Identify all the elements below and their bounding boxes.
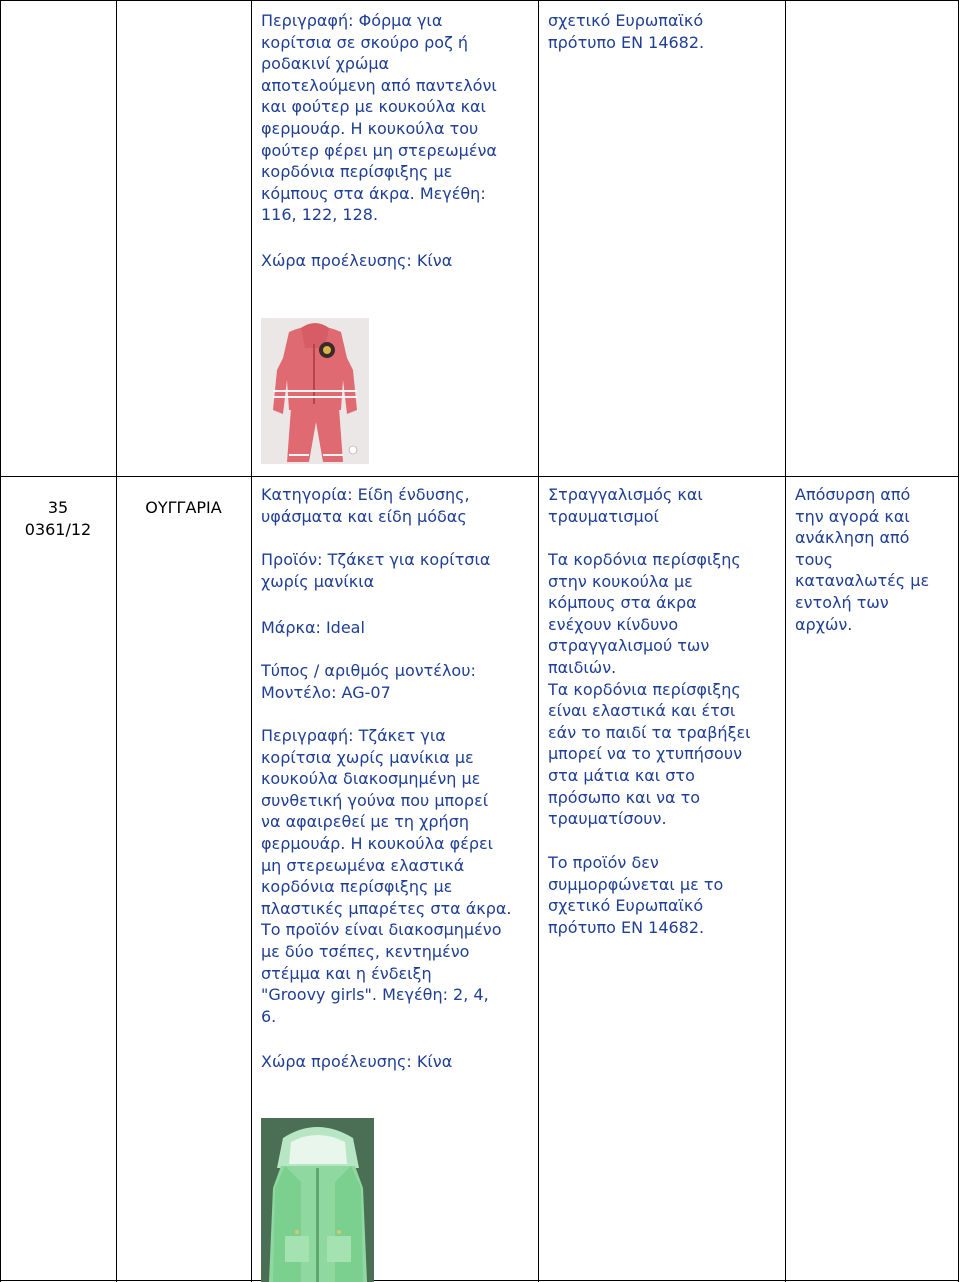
- row35-reference: 0361/12: [24, 520, 92, 539]
- row35-model: Τύπος / αριθμός μοντέλου: Μοντέλο: AG-07: [261, 661, 476, 702]
- vest-photo: [261, 1118, 374, 1282]
- row35-risk-type: Στραγγαλισμός και τραυματισμοί: [548, 485, 703, 526]
- row35-country: ΟΥΓΓΑΡΙΑ: [145, 498, 222, 517]
- tracksuit-photo: [261, 318, 369, 464]
- table-divider-4: [785, 0, 786, 1282]
- table-divider-2: [251, 0, 252, 1282]
- row35-measures: Απόσυρση από την αγορά και ανάκληση από τους καταναλωτές με εντολή των αρχών.: [795, 485, 930, 634]
- row34-standard: σχετικό Ευρωπαϊκό πρότυπο ΕΝ 14682.: [548, 11, 705, 52]
- table-divider-3: [538, 0, 539, 1282]
- row34-origin: Χώρα προέλευσης: Κίνα: [261, 251, 453, 270]
- row35-category: Κατηγορία: Είδη ένδυσης, υφάσματα και είδη μόδας: [261, 485, 470, 526]
- table-border-right: [958, 0, 959, 1282]
- row34-description: Περιγραφή: Φόρμα για κορίτσια σε σκούρο ροζ ή ροδακινί χρώμα αποτελούμενη από παντελόνι και φούτερ με κουκούλα και φερμουάρ. Η κουκούλα του φούτερ φέρει μη στερεωμένα κορδόνια περίσφιξης με κόμπους στα άκρα. Μεγέθη: 116, 122, 128.: [261, 11, 497, 225]
- row35-risk-description: Τα κορδόνια περίσφιξης στην κουκούλα με κόμπους στα άκρα ενέχουν κίνδυνο στραγγαλισμού των παιδιών. Τα κορδόνια περίσφιξης είναι ελαστικά και έτσι εάν το παιδί τα τραβήξει μπορεί να το χτυπήσουν στα μάτια και στο πρόσωπο και να το τραυματίσουν.: [548, 550, 751, 829]
- row35-number: 35: [47, 498, 69, 517]
- row35-description: Περιγραφή: Τζάκετ για κορίτσια χωρίς μανίκια με κουκούλα διακοσμημένη με συνθετική γούνα που μπορεί να αφαιρεθεί με τη χρήση φερμουάρ. Η κουκούλα φέρει μη στερεωμένα ελαστικά κορδόνια περίσφιξης με πλαστικές μπαρέτες στα άκρα. Το προϊόν είναι διακοσμημένο με δύο τσέπες, κεντημένο στέμμα και η ένδειξη "Groovy girls". Μεγέθη: 2, 4, 6.: [261, 726, 512, 1026]
- table-divider-1: [116, 0, 117, 1282]
- row35-brand: Μάρκα: Ideal: [261, 618, 365, 637]
- table-border-left: [0, 0, 1, 1282]
- row35-origin: Χώρα προέλευσης: Κίνα: [261, 1052, 453, 1071]
- table-border-bottom: [0, 1280, 959, 1281]
- table-border-top: [0, 0, 959, 1]
- row35-product: Προϊόν: Τζάκετ για κορίτσια χωρίς μανίκια: [261, 550, 491, 591]
- row-separator: [0, 476, 959, 477]
- row35-conformity: Το προϊόν δεν συμμορφώνεται με το σχετικό Ευρωπαϊκό πρότυπο ΕΝ 14682.: [548, 853, 724, 937]
